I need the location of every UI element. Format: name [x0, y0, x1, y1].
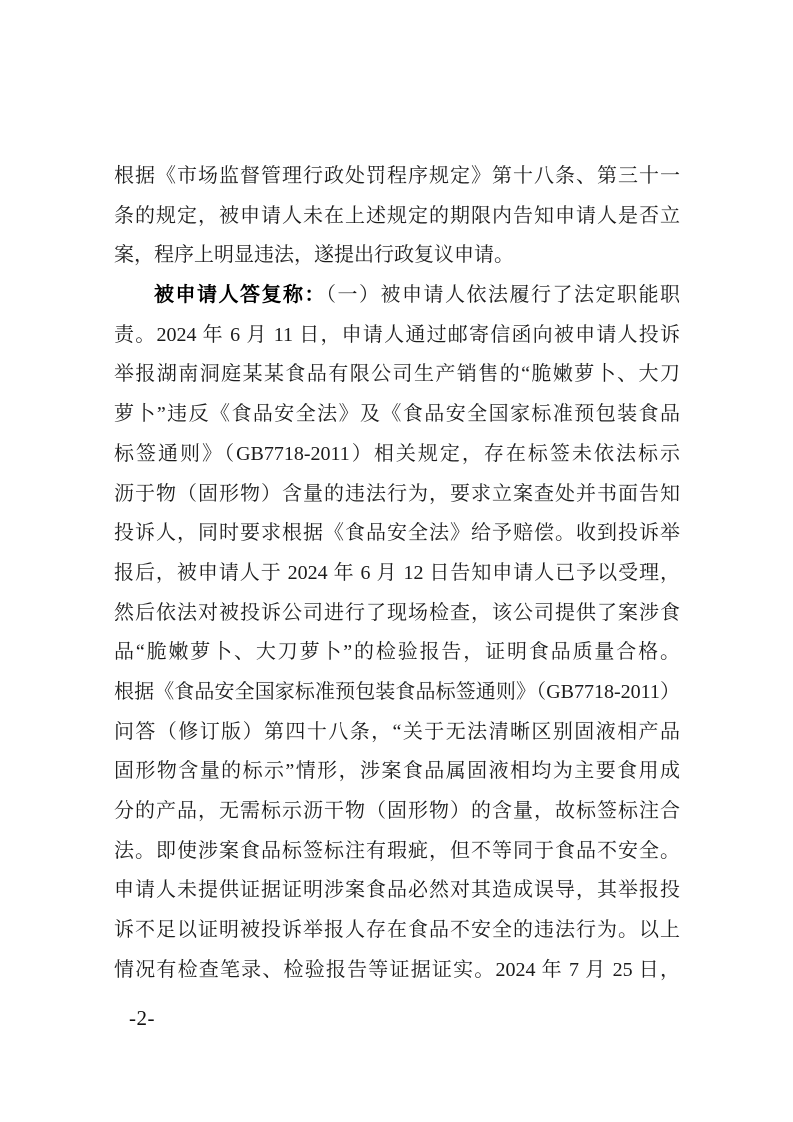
document-body	[114, 157, 680, 990]
text-run: 根据《食品安全国家标准预包装食品标签通则》（GB7718-2011）	[114, 680, 680, 703]
text-line	[114, 197, 680, 237]
text-line	[114, 752, 680, 792]
page-number: -2-	[129, 1006, 155, 1030]
bold-text-run: 被申请人答复称：	[154, 284, 326, 307]
text-line	[114, 355, 680, 395]
text-run: 然后依法对被投诉公司进行了现场检查，该公司提供了案涉食	[114, 601, 680, 624]
text-run: 案，程序上明显违法，遂提出行政复议申请。	[114, 244, 514, 267]
text-run: 问答（修订版）第四十八条，“关于无法清晰区别固液相产品	[114, 720, 680, 743]
text-run: 报后，被申请人于 2024 年 6 月 12 日告知申请人已予以受理，	[114, 561, 680, 584]
text-run: 条的规定，被申请人未在上述规定的期限内告知申请人是否立	[114, 204, 680, 227]
text-line	[114, 157, 680, 197]
text-line	[114, 673, 680, 713]
text-line	[114, 514, 680, 554]
text-line	[114, 832, 680, 872]
text-line	[114, 475, 680, 515]
text-run: 萝卜”违反《食品安全法》及《食品安全国家标准预包装食品	[114, 403, 680, 426]
text-line	[114, 554, 680, 594]
text-run: 投诉人，同时要求根据《食品安全法》给予赔偿。收到投诉举	[114, 522, 680, 545]
text-run: 品“脆嫩萝卜、大刀萝卜”的检验报告，证明食品质量合格。	[114, 641, 680, 664]
text-line	[114, 594, 680, 634]
text-run: 责。2024 年 6 月 11 日，申请人通过邮寄信函向被申请人投诉	[114, 323, 680, 346]
text-run: 申请人未提供证据证明涉案食品必然对其造成误导，其举报投	[114, 879, 680, 902]
text-run: 举报湖南洞庭某某食品有限公司生产销售的“脆嫩萝卜、大刀	[114, 363, 680, 386]
text-line	[114, 236, 680, 276]
text-run: 情况有检查笔录、检验报告等证据证实。2024 年 7 月 25 日，	[114, 958, 680, 981]
text-line	[114, 792, 680, 832]
text-line	[114, 713, 680, 753]
text-run: 标签通则》（GB7718-2011）相关规定，存在标签未依法标示	[114, 442, 680, 465]
text-run: 分的产品，无需标示沥干物（固形物）的含量，故标签标注合	[114, 800, 680, 822]
text-run: （一）被申请人依法履行了法定职能职	[326, 284, 680, 307]
text-line	[114, 435, 680, 475]
text-line	[114, 871, 680, 911]
text-run: 诉不足以证明被投诉举报人存在食品不安全的违法行为。以上	[114, 919, 680, 942]
text-run: 法。即使涉案食品标签标注有瑕疵，但不等同于食品不安全。	[114, 839, 680, 862]
text-line	[114, 911, 680, 951]
text-run: 根据《市场监督管理行政处罚程序规定》第十八条、第三十一	[114, 165, 680, 187]
text-run: 沥于物（固形物）含量的违法行为，要求立案查处并书面告知	[114, 482, 680, 505]
text-line	[114, 951, 680, 991]
text-line	[114, 395, 680, 435]
text-run: 固形物含量的标示”情形，涉案食品属固液相均为主要食用成	[114, 760, 680, 783]
text-line	[114, 316, 680, 356]
text-line	[114, 633, 680, 673]
text-line	[114, 276, 680, 316]
